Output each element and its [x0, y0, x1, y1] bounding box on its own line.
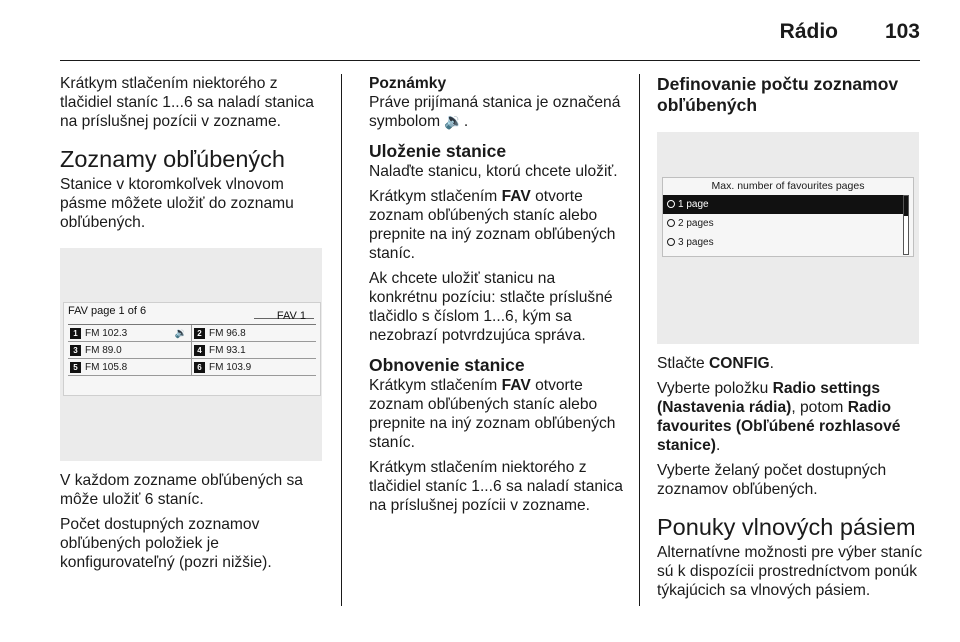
header-rule — [60, 60, 920, 61]
fav-keyword: FAV — [501, 377, 531, 394]
paragraph: Počet dostupných zoznamov obľúbených položiek je konfigurovateľný (pozri nižšie). — [60, 516, 272, 571]
scrollbar-thumb — [904, 196, 908, 216]
paragraph: Ak chcete uložiť stanicu na konkrétnu pozíciu: stlačte príslušné tlačidlo s číslom 1...6, kým sa nezobrazí potvrdzujúca správa. — [369, 270, 613, 344]
max-pages-screen — [662, 177, 914, 257]
fav-slot — [68, 342, 192, 358]
slot-number: 5 — [70, 362, 81, 373]
text: Krátkym stlačením — [369, 188, 502, 205]
option-1-page — [663, 195, 903, 214]
option-label: 1 page — [678, 199, 709, 210]
paragraph: V každom zozname obľúbených sa môže uložiť 6 staníc. — [60, 472, 303, 508]
paragraph: Stanice v ktoromkoľvek vlnovom pásme môžete uložiť do zoznamu obľúbených. — [60, 176, 294, 231]
intro-paragraph: Krátkym stlačením niektorého z tlačidiel staníc 1...6 sa naladí stanica na príslušnej pozícii v zozname. — [60, 75, 314, 130]
menu-keyword: Radio favourites (Obľúbené rozhlasové stanice) — [657, 399, 901, 454]
slot-label: FM 105.8 — [85, 361, 128, 373]
speaker-icon: 🔉 — [174, 327, 187, 339]
subheading-define-lists: Definovanie počtu zoznamov obľúbených — [657, 74, 899, 115]
radio-icon — [667, 200, 675, 208]
speaker-icon: 🔉 — [444, 113, 464, 130]
fav-slot — [192, 342, 316, 358]
page-number: 103 — [884, 20, 920, 43]
subheading-save-station: Uloženie stanice — [369, 141, 507, 161]
fav-row — [68, 325, 316, 342]
screen-title: Max. number of favourites pages — [711, 180, 865, 192]
column-divider — [639, 74, 640, 606]
slot-number: 2 — [194, 328, 205, 339]
slot-number: 1 — [70, 328, 81, 339]
favourites-screen-figure — [60, 248, 322, 461]
section-heading-favourites: Zoznamy obľúbených — [60, 146, 286, 172]
fav-screen — [63, 302, 321, 396]
text: otvorte zoznam obľúbených staníc alebo prepnite na iný zoznam obľúbených staníc. — [369, 377, 616, 451]
column-2 — [369, 74, 627, 521]
fav-slot — [192, 359, 316, 375]
text: Vyberte položku — [657, 380, 773, 397]
slot-number: 4 — [194, 345, 205, 356]
fav-slot — [192, 325, 316, 341]
text: . — [715, 437, 721, 454]
text: otvorte zoznam obľúbených staníc alebo prepnite na iný zoznam obľúbených staníc. — [369, 188, 616, 262]
text: Krátkym stlačením — [369, 377, 502, 394]
note-title: Poznámky — [369, 75, 447, 92]
slot-label: FM 93.1 — [209, 344, 246, 356]
slot-number: 3 — [70, 345, 81, 356]
text: Stlačte — [657, 355, 710, 372]
radio-icon — [667, 219, 675, 227]
column-1 — [60, 74, 326, 578]
config-keyword: CONFIG — [709, 355, 770, 372]
note-end: . — [463, 113, 469, 130]
fav-row — [68, 342, 316, 359]
paragraph: Nalaďte stanicu, ktorú chcete uložiť. — [369, 163, 618, 180]
slot-label: FM 89.0 — [85, 344, 122, 356]
header-title: Rádio — [779, 20, 838, 43]
paragraph — [369, 376, 627, 452]
paragraph: Alternatívne možnosti pre výber staníc sú k dispozícii prostredníctvom ponúk týkajúcich sa vlnových pásiem. — [657, 544, 923, 599]
option-3-pages — [663, 233, 903, 252]
column-3 — [657, 74, 925, 606]
column-divider — [341, 74, 342, 606]
option-label: 2 pages — [678, 218, 714, 229]
slot-number: 6 — [194, 362, 205, 373]
paragraph: Vyberte želaný počet dostupných zoznamov obľúbených. — [657, 462, 887, 498]
fav-grid — [68, 324, 316, 376]
radio-icon — [667, 238, 675, 246]
option-label: 3 pages — [678, 237, 714, 248]
slot-label: FM 103.9 — [209, 361, 252, 373]
note-text-body: Práve prijímaná stanica je označená symbolom — [369, 94, 621, 130]
menu-keyword: Radio settings (Nastavenia rádia) — [657, 380, 881, 416]
text: . — [769, 355, 774, 372]
subheading-restore-station: Obnovenie stanice — [369, 355, 525, 375]
text: , potom — [791, 399, 848, 416]
max-fav-pages-figure — [657, 132, 919, 344]
fav-tab-label: FAV 1 — [276, 310, 306, 322]
option-2-pages — [663, 214, 903, 233]
paragraph — [369, 187, 627, 263]
fav-keyword: FAV — [501, 188, 531, 205]
slot-label: FM 102.3 — [85, 327, 128, 339]
fav-slot — [68, 325, 192, 341]
section-heading-band-menus: Ponuky vlnových pásiem — [657, 514, 916, 540]
fav-screen-header — [64, 303, 320, 323]
paragraph — [657, 354, 925, 373]
paragraph — [657, 379, 925, 455]
paragraph: Krátkym stlačením niektorého z tlačidiel staníc 1...6 sa naladí stanica na príslušnej pozícii v zozname. — [369, 459, 623, 514]
scrollbar — [903, 195, 909, 255]
note-text — [369, 93, 627, 131]
fav-row — [68, 359, 316, 376]
fav-page-title: FAV page 1 of 6 — [68, 305, 147, 317]
fav-slot — [68, 359, 192, 375]
slot-label: FM 96.8 — [209, 327, 246, 339]
